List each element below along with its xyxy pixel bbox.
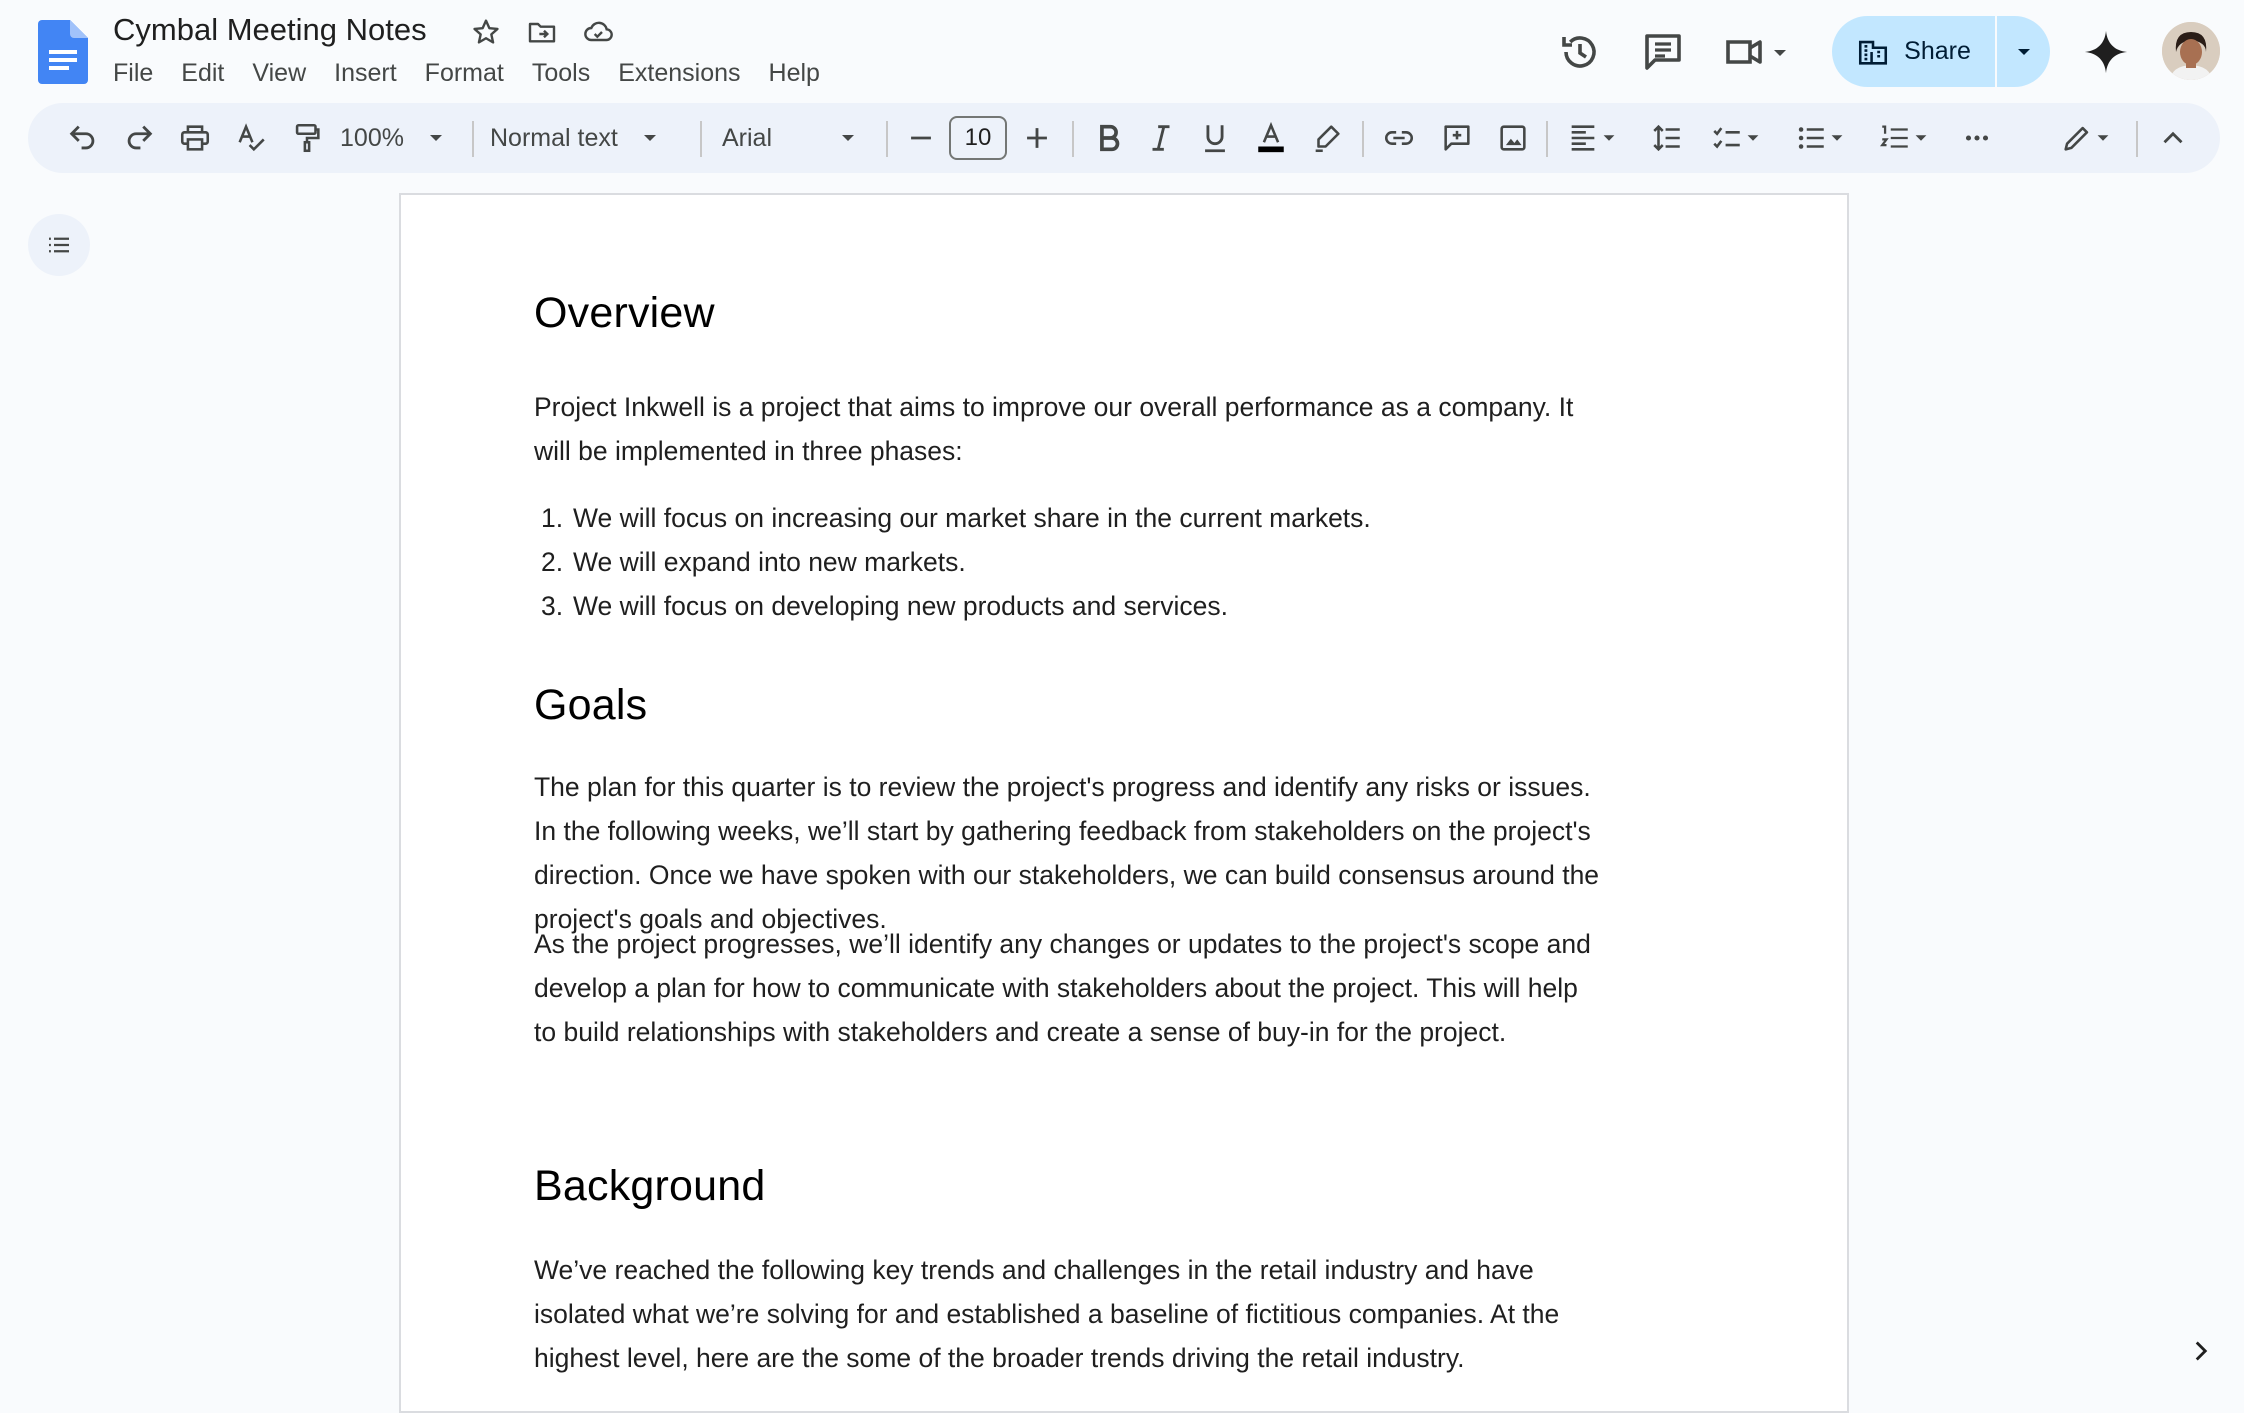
meet-icon[interactable]: [1722, 28, 1792, 76]
zoom-dropdown-icon: [426, 128, 446, 148]
zoom-value: 100%: [340, 123, 404, 152]
share-dropdown-button[interactable]: [1997, 16, 2050, 87]
numbered-list-menu[interactable]: [1868, 103, 1940, 173]
menu-insert[interactable]: Insert: [334, 59, 397, 87]
checklist-menu[interactable]: [1700, 103, 1772, 173]
zoom-select[interactable]: [338, 103, 448, 173]
toolbar-separator: [886, 121, 888, 157]
menu-tools[interactable]: Tools: [531, 59, 591, 87]
font-dropdown-icon: [838, 128, 858, 148]
goals-paragraph-2: As the project progresses, we’ll identify any changes or updates to the project's scope and develop a plan for how to communicate with stakeholders about the project. This will help to build relationships with stakeholders and create a sense of buy-in for the project.: [534, 929, 1591, 1047]
document-outline-button[interactable]: [28, 214, 90, 276]
increase-font-size-icon[interactable]: [1012, 103, 1062, 173]
print-icon[interactable]: [170, 103, 220, 173]
star-icon[interactable]: [470, 16, 502, 48]
document-page[interactable]: [399, 193, 1849, 1413]
overview-paragraph: Project Inkwell is a project that aims to improve our overall performance as a company. It will be implemented in three phases:: [534, 392, 1574, 466]
document-title[interactable]: Cymbal Meeting Notes: [113, 12, 427, 47]
insert-link-icon[interactable]: [1374, 103, 1424, 173]
list-item: 3. We will focus on developing new products and services.: [541, 591, 1228, 621]
italic-icon[interactable]: [1136, 103, 1186, 173]
menu-view[interactable]: View: [252, 59, 307, 87]
list-item: 2. We will expand into new markets.: [541, 547, 966, 577]
share-building-icon: [1856, 35, 1890, 69]
side-panel-expand-icon[interactable]: [2184, 1334, 2218, 1368]
heading-background: Background: [534, 1162, 766, 1210]
more-options-icon[interactable]: [1952, 103, 2002, 173]
share-label: Share: [1904, 37, 1971, 65]
align-left-icon: [1566, 121, 1600, 155]
menu-help[interactable]: Help: [768, 59, 820, 87]
undo-icon[interactable]: [58, 103, 108, 173]
menu-extensions[interactable]: Extensions: [618, 59, 741, 87]
paragraph-style-value: Normal text: [490, 123, 618, 152]
toolbar-separator: [700, 121, 702, 157]
insert-image-icon[interactable]: [1488, 103, 1538, 173]
menu-edit[interactable]: Edit: [181, 59, 225, 87]
underline-icon[interactable]: [1190, 103, 1240, 173]
pencil-icon: [2060, 121, 2094, 155]
font-select[interactable]: [722, 103, 892, 173]
gemini-sparkle-icon[interactable]: [2083, 29, 2129, 75]
formatting-toolbar: [28, 103, 2220, 173]
add-comment-icon[interactable]: [1432, 103, 1482, 173]
paint-format-icon[interactable]: [282, 103, 332, 173]
text-color-icon[interactable]: [1246, 103, 1296, 173]
editing-mode-menu[interactable]: [2050, 103, 2122, 173]
collapse-toolbar-icon[interactable]: [2148, 103, 2198, 173]
spellcheck-icon[interactable]: [226, 103, 276, 173]
toolbar-separator: [472, 121, 474, 157]
avatar[interactable]: [2162, 22, 2220, 80]
menu-file[interactable]: File: [113, 59, 154, 87]
outline-list-icon: [44, 230, 74, 260]
heading-overview: Overview: [534, 289, 715, 337]
menu-bar: [100, 56, 834, 90]
font-size-field[interactable]: [938, 103, 1018, 173]
bulleted-list-menu[interactable]: [1784, 103, 1856, 173]
share-main[interactable]: [1832, 16, 1995, 87]
goals-paragraph-1: The plan for this quarter is to review the project's progress and identify any risks or issues. In the following weeks, we’ll start by gathering feedback from stakeholders on the project's direction. Once we have spoken with our stakeholders, we can build consensus around the project's goals and objectives.: [534, 772, 1600, 934]
share-button[interactable]: [1832, 16, 2050, 87]
docs-logo[interactable]: [38, 20, 88, 84]
redo-icon[interactable]: [114, 103, 164, 173]
toolbar-separator: [1362, 121, 1364, 157]
paragraph-style-select[interactable]: [490, 103, 700, 173]
comments-icon[interactable]: [1639, 28, 1687, 76]
background-paragraph: We’ve reached the following key trends and challenges in the retail industry and have isolated what we’re solving for and established a baseline of fictitious companies. At the highest level, here are the some of the broader trends driving the retail industry.: [534, 1255, 1560, 1373]
align-menu[interactable]: [1556, 103, 1628, 173]
font-size-input[interactable]: 10: [949, 116, 1007, 160]
toolbar-separator: [2136, 121, 2138, 157]
list-item: 1. We will focus on increasing our market share in the current markets.: [541, 503, 1371, 533]
move-folder-icon[interactable]: [526, 16, 558, 48]
bold-icon[interactable]: [1084, 103, 1134, 173]
font-value: Arial: [722, 123, 773, 152]
heading-goals: Goals: [534, 681, 648, 729]
numbered-list-icon: [1878, 121, 1912, 155]
checklist-icon: [1710, 121, 1744, 155]
toolbar-separator: [1072, 121, 1074, 157]
line-spacing-icon[interactable]: [1642, 103, 1692, 173]
menu-format[interactable]: Format: [424, 59, 504, 87]
bulleted-list-icon: [1794, 121, 1828, 155]
highlight-icon[interactable]: [1302, 103, 1352, 173]
cloud-saved-icon[interactable]: [582, 16, 614, 48]
version-history-icon[interactable]: [1556, 28, 1604, 76]
style-dropdown-icon: [640, 128, 660, 148]
toolbar-separator: [1546, 121, 1548, 157]
